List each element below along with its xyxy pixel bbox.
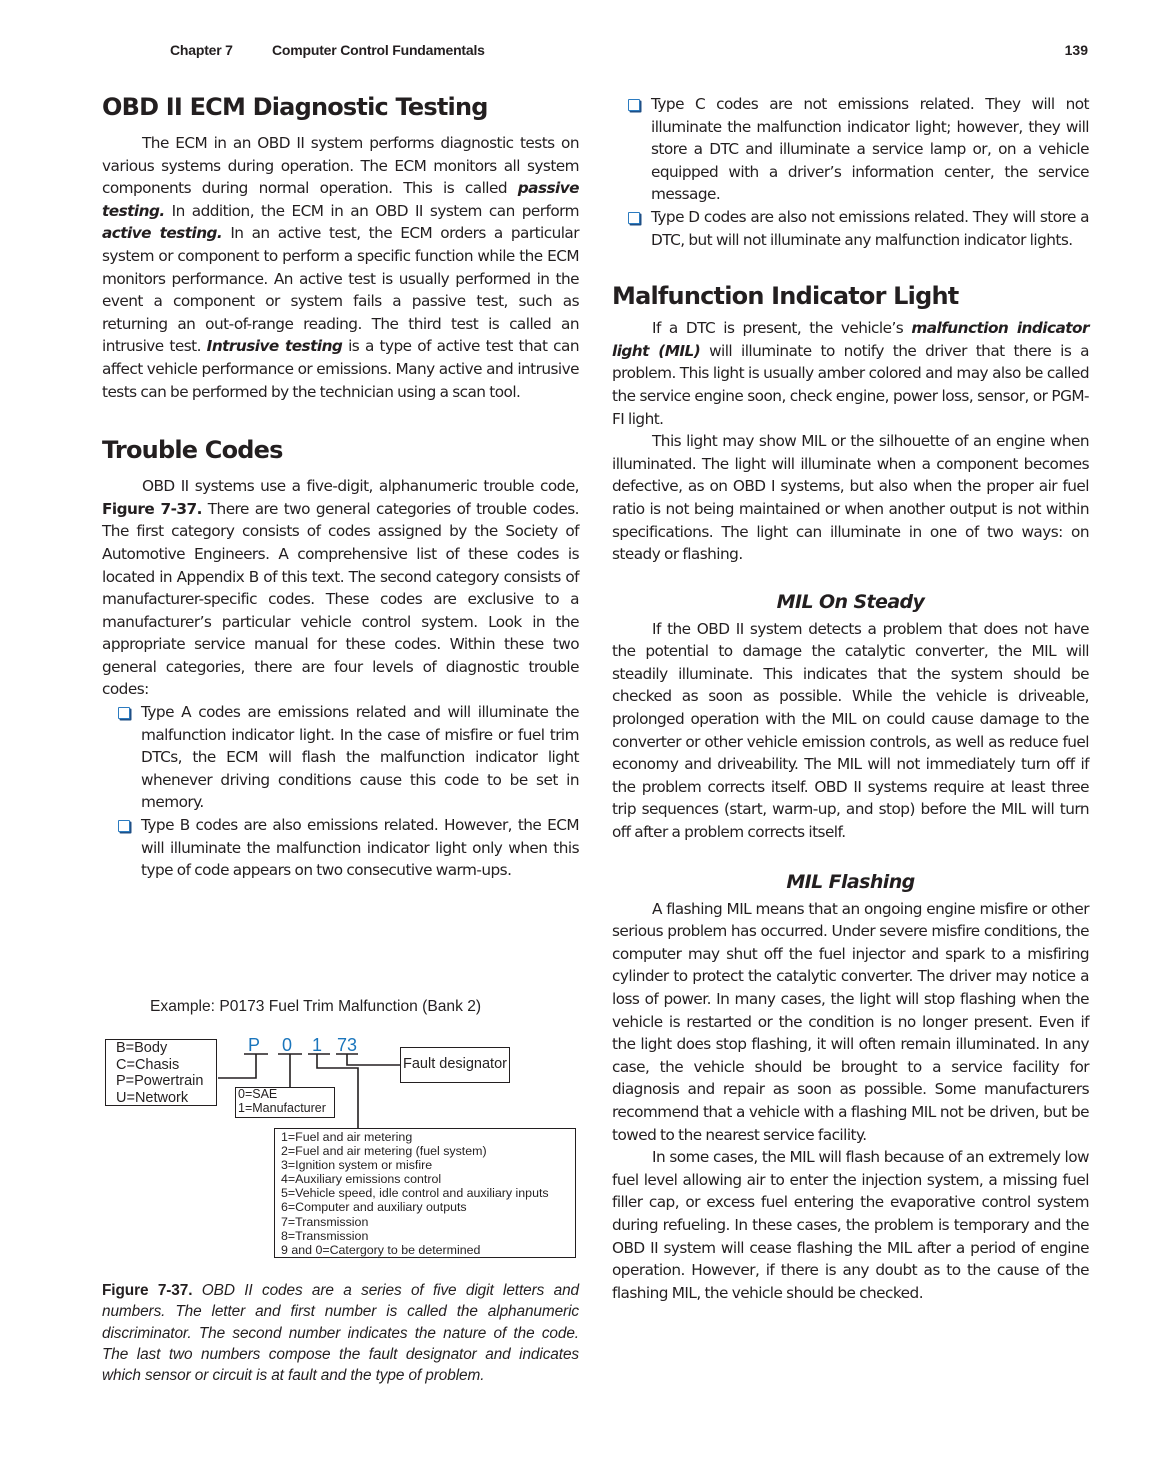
subsystem-item: 9 and 0=Catergory to be determined <box>281 1242 481 1257</box>
term-intrusive-testing: Intrusive testing <box>206 337 343 356</box>
heading-ecm-diagnostic-testing: OBD II ECM Diagnostic Testing <box>102 93 488 121</box>
system-network: U=Network <box>116 1089 189 1106</box>
text-run: OBD II systems use a five-digit, alphanumeric trouble code, <box>142 477 579 496</box>
figure-reference: Figure 7-37. <box>102 499 202 518</box>
checkbox-bullet-icon <box>628 212 640 224</box>
figure-caption <box>102 1280 579 1386</box>
left-column <box>102 90 579 882</box>
page-number: 139 <box>1064 42 1088 58</box>
subsystem-item: 3=Ignition system or misfire <box>281 1158 433 1173</box>
figure-7-37 <box>102 995 579 1265</box>
type-manufacturer: 1=Manufacturer <box>238 1100 326 1115</box>
paragraph-mil-steady: If the OBD II system detects a problem that does not have the potential to damage the catalytic converter, the MIL will steadily illuminate. This indicates that the system should be checked as soon as possible. While the vehicle is driveable, prolonged operation with the MIL on could cause damage to the converter or other vehicle emission controls, as well as reduce fuel economy and driveability. The MIL will not immediately turn off if the problem corrects itself. OBD II systems require at least three trip sequences (start, warm-up, and stop) before the MIL will turn off after a problem corrects itself. <box>612 619 1089 842</box>
fault-designator-box <box>400 1047 510 1083</box>
code-digit-subsystem: 1 <box>312 1035 323 1055</box>
text-run: If a DTC is present, the vehicle’s <box>652 319 912 338</box>
paragraph-trouble-codes <box>102 475 579 701</box>
subsystem-item: 1=Fuel and air metering <box>281 1130 413 1144</box>
code-type-list-continued <box>612 93 1089 251</box>
subsystem-item: 7=Transmission <box>281 1214 369 1229</box>
paragraph-mil-1 <box>612 317 1089 430</box>
heading-trouble-codes: Trouble Codes <box>102 436 283 465</box>
type-sae: 0=SAE <box>238 1087 278 1101</box>
caption-label: Figure 7-37. <box>102 1282 193 1299</box>
running-header <box>0 42 1156 62</box>
paragraph-ecm-testing <box>102 132 579 403</box>
right-column <box>612 93 1089 1304</box>
code-type-box <box>235 1087 335 1118</box>
list-item <box>102 701 579 814</box>
text-run: The ECM in an OBD II system performs diagnostic tests on various systems during operation. The ECM monitors all system components during normal operation. This is called <box>102 134 579 198</box>
text-run: is a type of active test that can affect vehicle performance or emissions. Many active and intrusive tests can be performed by the technician using a scan tool. <box>102 337 580 401</box>
subsystem-item: 2=Fuel and air metering (fuel system) <box>281 1144 487 1159</box>
system-letter-box <box>105 1039 217 1106</box>
bullet-type-c: Type C codes are not emissions related. They will not illuminate the malfunction indicator light; however, they will store a DTC and illuminate a service lamp or, on a vehicle equipped with a driver’s information center, the service message. <box>651 95 1089 204</box>
system-powertrain: P=Powertrain <box>116 1073 204 1089</box>
subsystem-box <box>274 1128 576 1258</box>
caption-text: OBD II codes are a series of five digit letters and numbers. The letter and first number is called the alphanumeric discriminator. The second number indicates the nature of the code. The last two numbers compose the fault designator and indicates which sensor or circuit is at fault and the type of problem. <box>102 1282 580 1385</box>
text-run: There are two general categories of trouble codes. The first category consists of codes assigned by the Society of Automotive Engineers. A comprehensive list of these codes is located in Appendix B of this text. The second category consists of manufacturer-specific codes. These codes are exclusive to a manufacturer’s particular vehicle control system. Look in the appropriate service manual for these codes. Within these two general categories, there are four levels of diagnostic trouble codes: <box>102 499 579 699</box>
term-active-testing: active testing. <box>102 224 223 243</box>
chapter-number: Chapter 7 <box>170 42 233 58</box>
heading-mil-flashing: MIL Flashing <box>786 870 915 893</box>
term-passive-testing: passive testing. <box>102 179 579 220</box>
fault-designator-label: Fault designator <box>403 1056 507 1072</box>
code-type-list <box>102 701 579 882</box>
system-chassis: C=Chasis <box>116 1056 180 1073</box>
text-run: In addition, the ECM in an OBD II system can perform <box>164 201 579 220</box>
checkbox-bullet-icon <box>118 707 130 719</box>
system-body: B=Body <box>116 1040 168 1056</box>
heading-mil-on-steady: MIL On Steady <box>776 590 925 613</box>
subsystem-item: 4=Auxiliary emissions control <box>281 1172 442 1187</box>
subsystem-item: 5=Vehicle speed, idle control and auxiliary inputs <box>281 1186 549 1201</box>
text-run: will illuminate to notify the driver that there is a problem. This light is usually amber colored and may also be called the service engine soon, check engine, power loss, sensor, or PGM-FI light. <box>612 341 1089 428</box>
bullet-type-d: Type D codes are also not emissions related. They will store a DTC, but will not illuminate any malfunction indicator lights. <box>651 207 1089 249</box>
bullet-type-b: Type B codes are also emissions related. However, the ECM will illuminate the malfunction indicator light only when this type of code appears on two consecutive warm-ups. <box>141 816 579 880</box>
heading-malfunction-indicator-light: Malfunction Indicator Light <box>612 282 959 311</box>
checkbox-bullet-icon <box>628 99 640 111</box>
text-run: In an active test, the ECM orders a particular system or component to perform a specific function while the ECM monitors performance. An active test is usually performed in the event a component or system fails a passive test, such as returning an out-of-range reading. The third test is called an intrusive test. <box>102 224 579 356</box>
term-mil: malfunction indicator light (MIL) <box>612 319 1089 360</box>
code-digit-type: 0 <box>282 1035 293 1055</box>
checkbox-bullet-icon <box>118 820 130 832</box>
code-letter-p: P <box>248 1035 261 1055</box>
subsystem-item: 8=Transmission <box>281 1228 369 1243</box>
paragraph-mil-2: This light may show MIL or the silhouette of an engine when illuminated. The light will illuminate when a component becomes defective, as on OBD I systems, but also when the proper air fuel ratio is not being maintained or when another output is not within specifications. The light can illuminate in one of two ways: on steady or flashing. <box>612 432 1089 564</box>
list-item <box>612 206 1089 251</box>
code-fault-digits: 73 <box>337 1035 358 1055</box>
paragraph-mil-flashing-2: In some cases, the MIL will flash because of an extremely low fuel level allowing air to enter the injection system, a missing fuel filler cap, or excess fuel entering the evaporative control system during refueling. In these cases, the problem is temporary and the OBD II system will cease flashing the MIL after a period of engine operation. However, if there is any doubt as to the cause of the flashing MIL, the vehicle should be checked. <box>612 1148 1089 1302</box>
list-item <box>612 93 1089 206</box>
paragraph-mil-flashing-1: A flashing MIL means that an ongoing engine misfire or other serious problem has occurred. Under severe misfire conditions, the computer may shut off the fuel injector and spark to a misfiring cylinder to protect the catalytic converter. The driver may notice a loss of power. In many cases, the light will stop flashing when the vehicle is restarted or the condition is no longer present. Even if the light does stop flashing, it will often remain illuminated. In any case, the vehicle should be brought to a service facility for diagnosis and repair as soon as possible. Some manufacturers recommend that a vehicle with a flashing MIL not be driven, but be towed to the nearest service facility. <box>612 899 1089 1144</box>
figure-title: Example: P0173 Fuel Trim Malfunction (Bank 2) <box>150 998 482 1015</box>
subsystem-item: 6=Computer and auxiliary outputs <box>281 1200 467 1215</box>
bullet-type-a: Type A codes are emissions related and will illuminate the malfunction indicator light. In the case of misfire or fuel trim DTCs, the ECM will flash the malfunction indicator light whenever driving conditions cause this code to be set in memory. <box>141 703 579 812</box>
chapter-title: Computer Control Fundamentals <box>272 42 485 58</box>
list-item <box>102 814 579 882</box>
